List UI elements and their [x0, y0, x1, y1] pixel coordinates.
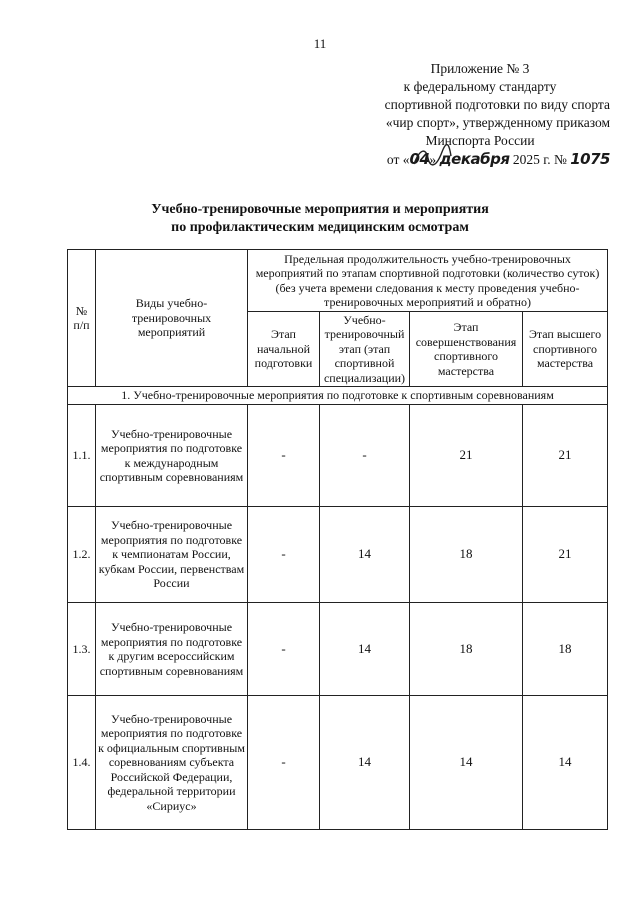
- row-value: -: [248, 405, 320, 507]
- signature-icon: [409, 144, 452, 170]
- order-number: 1075: [570, 150, 610, 168]
- page-number: 11: [313, 36, 327, 51]
- table-header-row: [68, 250, 608, 312]
- row-value: 14: [523, 696, 608, 830]
- events-table: [67, 249, 608, 830]
- row-num: 1.2.: [68, 507, 96, 603]
- appendix-line: спортивной подготовки по виду спорта: [384, 97, 610, 112]
- date-month: декабря: [439, 150, 510, 168]
- row-value: 21: [523, 507, 608, 603]
- row-value: 14: [320, 603, 410, 696]
- order-date-line: [320, 150, 610, 169]
- row-name: Учебно-тренировочные мероприятия по подготовке к официальным спортивным соревнованиям субъекта Российской Федерации, федеральной территории «Сириус»: [96, 696, 248, 830]
- row-value: -: [248, 603, 320, 696]
- table-row: [68, 696, 608, 830]
- appendix-line: Минспорта России: [425, 133, 535, 148]
- row-value: 18: [410, 603, 523, 696]
- date-quote: »: [429, 152, 437, 167]
- row-value: -: [320, 405, 410, 507]
- appendix-line: Приложение № 3: [430, 61, 530, 76]
- header-num: № п/п: [68, 250, 96, 387]
- row-value: 18: [523, 603, 608, 696]
- row-name: Учебно-тренировочные мероприятия по подготовке к чемпионатам России, кубкам России, первенствам России: [96, 507, 248, 603]
- row-value: 21: [523, 405, 608, 507]
- table-row: [68, 405, 608, 507]
- header-stage-higher: Этап высшего спортивного мастерства: [523, 312, 608, 387]
- header-stage-training: Учебно-тренировочный этап (этап спортивной специализации): [320, 312, 410, 387]
- date-prefix: от «: [386, 152, 410, 167]
- row-name: Учебно-тренировочные мероприятия по подготовке к международным спортивным соревнованиям: [96, 405, 248, 507]
- header-duration: Предельная продолжительность учебно-тренировочных мероприятий по этапам спортивной подготовки (количество суток) (без учета времени следования к месту проведения учебно-тренировочных мероприятий и обратно): [248, 250, 608, 312]
- date-day: 04: [409, 150, 430, 168]
- document-title: [0, 201, 640, 237]
- row-num: 1.3.: [68, 603, 96, 696]
- section-row: [68, 387, 608, 405]
- row-value: 21: [410, 405, 523, 507]
- table-row: [68, 603, 608, 696]
- row-value: -: [248, 507, 320, 603]
- appendix-line: «чир спорт», утвержденному приказом: [385, 115, 610, 130]
- title-line: по профилактическим медицинским осмотрам: [171, 220, 469, 235]
- row-num: 1.4.: [68, 696, 96, 830]
- header-kind: Виды учебно-тренировочных мероприятий: [96, 250, 248, 387]
- row-name: Учебно-тренировочные мероприятия по подготовке к другим всероссийским спортивным соревнованиям: [96, 603, 248, 696]
- section-title: 1. Учебно-тренировочные мероприятия по подготовке к спортивным соревнованиям: [68, 387, 608, 405]
- row-value: 14: [320, 507, 410, 603]
- row-value: -: [248, 696, 320, 830]
- row-value: 18: [410, 507, 523, 603]
- header-stage-initial: Этап начальной подготовки: [248, 312, 320, 387]
- date-year: 2025 г. №: [512, 152, 567, 167]
- appendix-line: к федеральному стандарту: [403, 79, 557, 94]
- header-stage-improvement: Этап совершенствования спортивного мастерства: [410, 312, 523, 387]
- table-row: [68, 507, 608, 603]
- row-value: 14: [410, 696, 523, 830]
- row-value: 14: [320, 696, 410, 830]
- title-line: Учебно-тренировочные мероприятия и мероприятия: [151, 202, 489, 217]
- appendix-block: [320, 60, 610, 169]
- row-num: 1.1.: [68, 405, 96, 507]
